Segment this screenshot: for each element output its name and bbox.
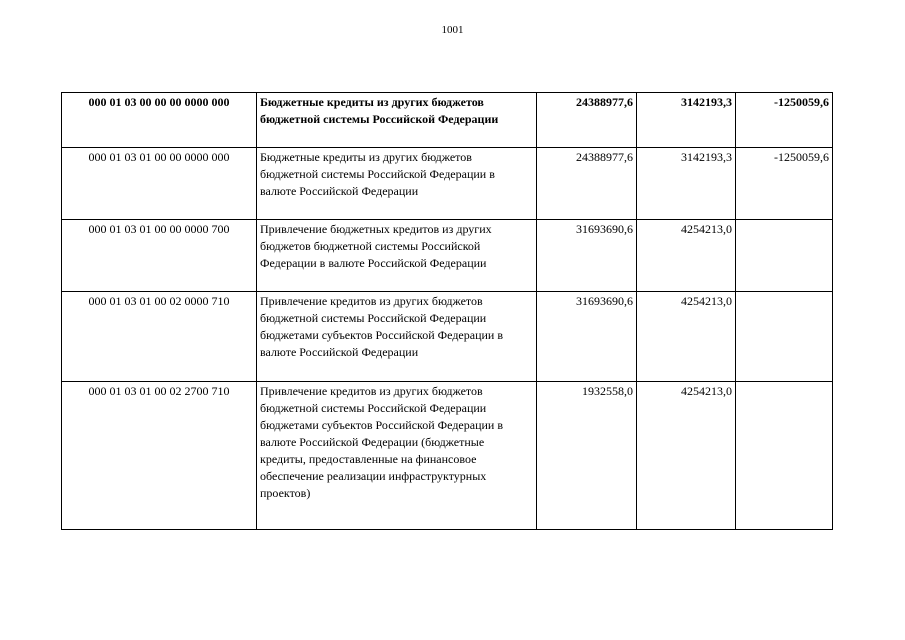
budget-code-cell: 000 01 03 01 00 02 0000 710 [62, 292, 257, 382]
description-cell: Бюджетные кредиты из других бюджетов бюджетной системы Российской Федерации в валюте Российской Федерации [257, 148, 537, 220]
table-row [62, 292, 833, 382]
description-cell: Привлечение кредитов из других бюджетов бюджетной системы Российской Федерации бюджетами субъектов Российской Федерации в валюте Российской Федерации (бюджетные кредиты, предоставленные на финансовое обеспечение реализации инфраструктурных проектов) [257, 382, 537, 530]
description-cell: Привлечение кредитов из других бюджетов бюджетной системы Российской Федерации бюджетами субъектов Российской Федерации в валюте Российской Федерации [257, 292, 537, 382]
value-cell-3: -1250059,6 [736, 93, 833, 148]
table-row [62, 382, 833, 530]
value-cell-2: 4254213,0 [637, 220, 736, 292]
value-cell-2: 4254213,0 [637, 382, 736, 530]
value-cell-1: 24388977,6 [537, 93, 637, 148]
value-cell-3: -1250059,6 [736, 148, 833, 220]
value-cell-3 [736, 220, 833, 292]
budget-code-cell: 000 01 03 01 00 00 0000 000 [62, 148, 257, 220]
table-row [62, 148, 833, 220]
table-row [62, 93, 833, 148]
value-cell-1: 31693690,6 [537, 220, 637, 292]
budget-table [61, 92, 833, 530]
value-cell-1: 31693690,6 [537, 292, 637, 382]
budget-code-cell: 000 01 03 00 00 00 0000 000 [62, 93, 257, 148]
table-row [62, 220, 833, 292]
description-cell: Бюджетные кредиты из других бюджетов бюджетной системы Российской Федерации [257, 93, 537, 148]
budget-code-cell: 000 01 03 01 00 00 0000 700 [62, 220, 257, 292]
value-cell-1: 24388977,6 [537, 148, 637, 220]
description-cell: Привлечение бюджетных кредитов из других бюджетов бюджетной системы Российской Федерации в валюте Российской Федерации [257, 220, 537, 292]
value-cell-3 [736, 382, 833, 530]
budget-code-cell: 000 01 03 01 00 02 2700 710 [62, 382, 257, 530]
page-number: 1001 [441, 24, 464, 36]
value-cell-2: 3142193,3 [637, 148, 736, 220]
value-cell-2: 3142193,3 [637, 93, 736, 148]
value-cell-1: 1932558,0 [537, 382, 637, 530]
value-cell-2: 4254213,0 [637, 292, 736, 382]
value-cell-3 [736, 292, 833, 382]
